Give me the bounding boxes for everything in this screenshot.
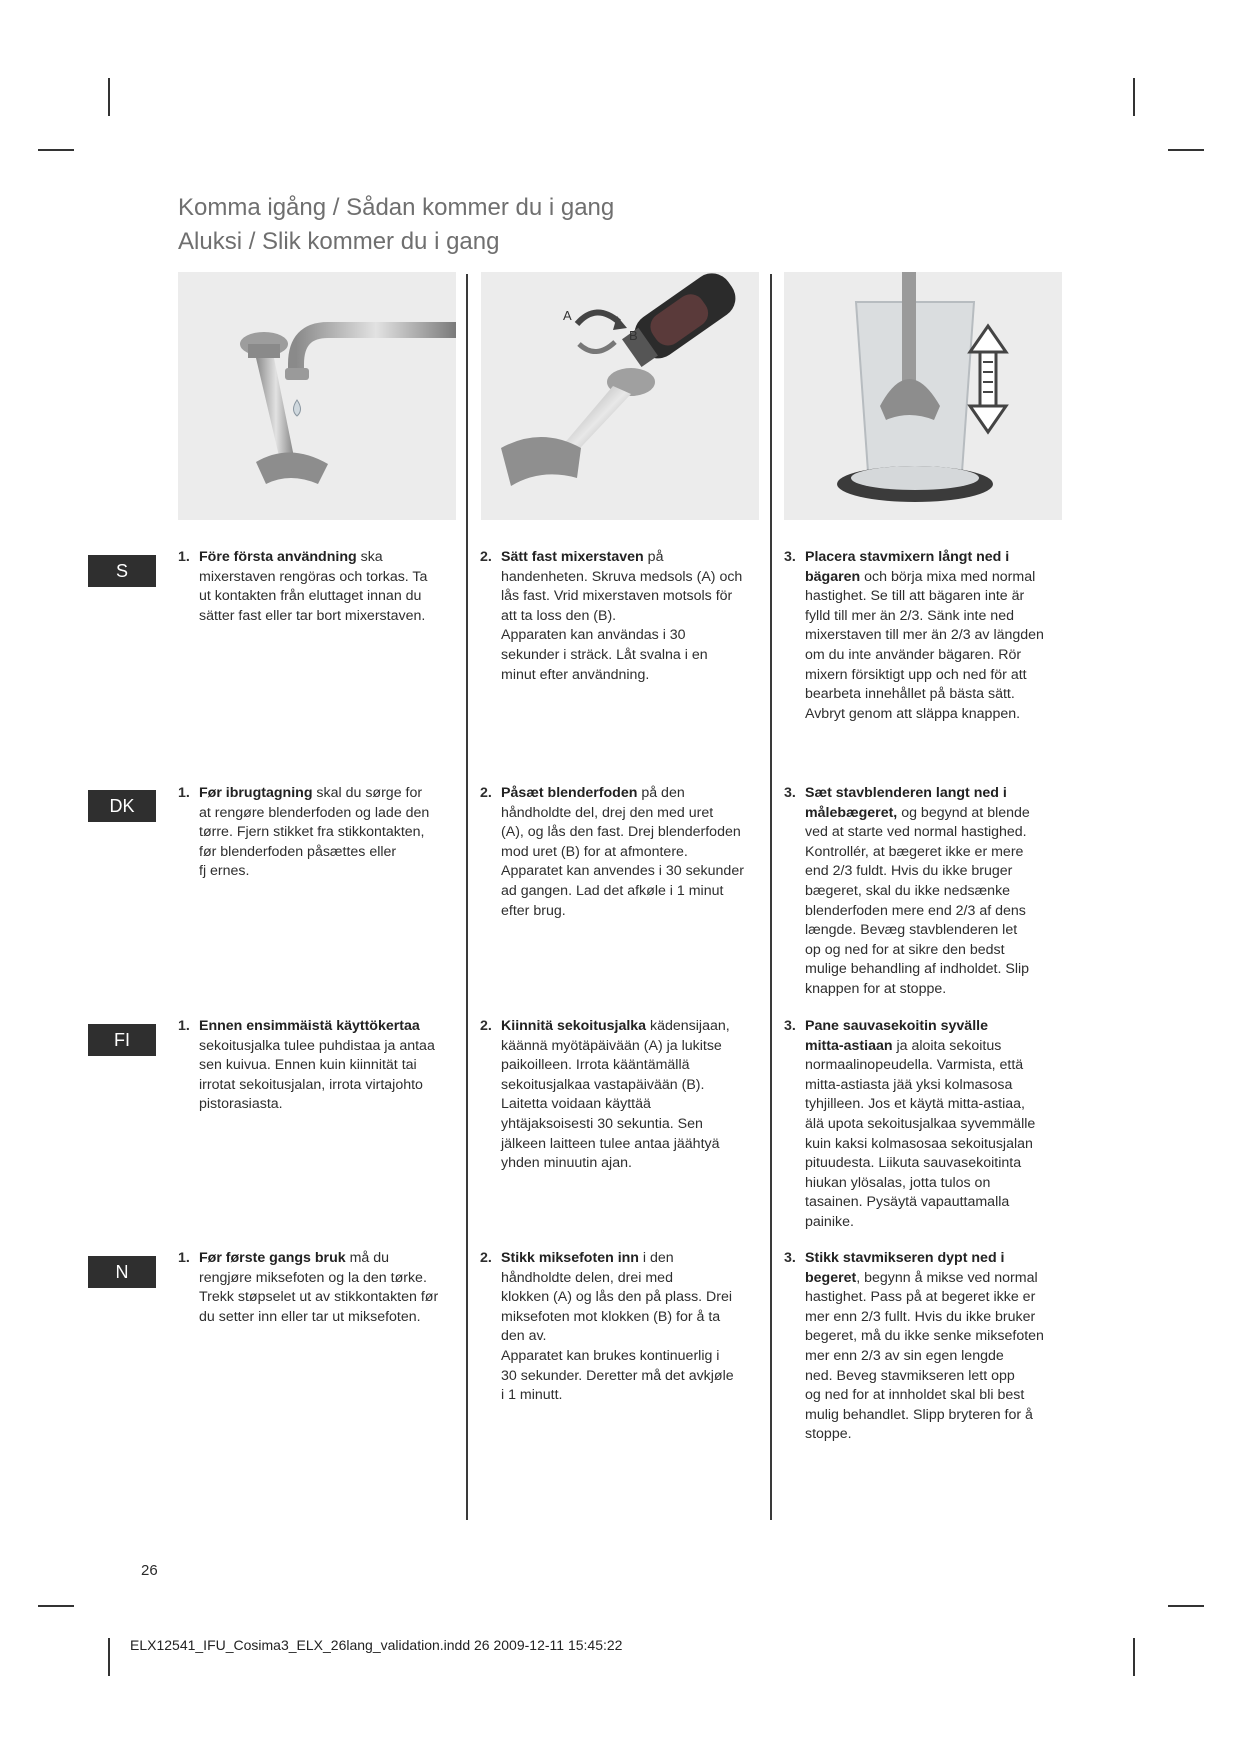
step-s-3 [784, 548, 1056, 724]
step-n-2 [480, 1249, 752, 1406]
step-n-1 [178, 1249, 450, 1327]
step-text: ja aloita sekoitus normaalinopeudella. Varmista, että mitta-astiasta jää yksi kolmasosa tyhjilleen. Jos et käytä mitta-astiaa, älä upota sekoitusjalkaa syvemmälle kuin kaksi kolmasosaa sekoitusjalan pituudesta. Liikuta sauvasekoitinta hiukan ylösalas, jotta tulos on tasainen. Pysäytä vapauttamalla painike. [805, 1037, 1036, 1230]
step-number: 1. [178, 785, 190, 801]
step-text: och börja mixa med normal hastighet. Se till att bägaren inte är fylld till mer än 2/3. Sänk inte ned mixerstaven till mer än 2/3 av längden om du inte använder bägaren. Rör mixern försiktigt upp och ned för att bearbeta innehållet på bästa sätt. Avbryt genom att släppa knappen. [805, 568, 1044, 722]
step-number: 2. [480, 785, 492, 801]
step-heading: Pane sauvasekoitin syvälle mitta-astiaan [805, 1018, 988, 1054]
illustration-attach-foot [481, 272, 759, 520]
step-text: , begynn å mikse ved normal hastighet. Pass på at begeret ikke er mer enn 2/3 fullt. Hvis du ikke bruker begeret, må du ikke senke miksefoten mer enn 2/3 av sin egen lengde ned. Beveg stavmikseren lett opp og ned for at innholdet skal bli best mulig behandlet. Slipp bryteren for å stoppe. [805, 1269, 1044, 1443]
crop-mark [1168, 149, 1204, 151]
step-text: skal du sørge for at rengøre blenderfoden og lade den tørre. Fjern stikket fra stikkontakten, før blenderfoden påsættes eller fj ernes. [199, 785, 430, 880]
language-badge-dk: DK [88, 790, 156, 822]
illustration-tap-rinse [178, 272, 456, 520]
step-text: sekoitusjalka tulee puhdistaa ja antaa sen kuivua. Ennen kuin kiinnität tai irrotat sekoitusjalan, irrota virtajohto pistorasiasta. [199, 1037, 435, 1113]
step-fi-3 [784, 1017, 1056, 1233]
label-b: B [629, 328, 638, 343]
page-title-line-2: Aluksi / Slik kommer du i gang [178, 228, 500, 255]
step-number: 2. [480, 549, 492, 565]
step-text: ska mixerstaven rengöras och torkas. Ta ut kontakten från eluttaget innan du sätter fast eller tar bort mixerstaven. [199, 549, 428, 624]
crop-mark [1133, 78, 1135, 116]
step-text: i den håndholdte delen, drei med klokken (A) og lås den på plass. Drei miksefoten mot klokken (B) for å ta den av. Apparatet kan brukes kontinuerlig i 30 sekunder. Deretter må det avkjøle i 1 minutt. [501, 1250, 734, 1404]
step-number: 3. [784, 1250, 796, 1266]
step-heading: Påsæt blenderfoden [501, 785, 638, 801]
step-s-2 [480, 548, 752, 685]
step-fi-1 [178, 1017, 450, 1115]
step-dk-1 [178, 784, 450, 882]
step-number: 3. [784, 549, 796, 565]
step-heading: Før første gangs bruk [199, 1250, 346, 1266]
step-heading: Sæt stavblenderen langt ned i målebægeret, [805, 785, 1007, 821]
step-heading: Sätt fast mixerstaven [501, 549, 644, 565]
step-heading: Stikk miksefoten inn [501, 1250, 639, 1266]
crop-mark [38, 149, 74, 151]
language-badge-fi: FI [88, 1024, 156, 1056]
step-dk-3 [784, 784, 1056, 1000]
crop-mark [108, 78, 110, 116]
language-badge-s: S [88, 555, 156, 587]
step-heading: Kiinnitä sekoitusjalka [501, 1018, 647, 1034]
page-title-line-1: Komma igång / Sådan kommer du i gang [178, 194, 615, 221]
step-fi-2 [480, 1017, 752, 1174]
step-n-3 [784, 1249, 1056, 1445]
step-heading: Ennen ensimmäistä käyttökertaa [199, 1018, 420, 1034]
print-footer: ELX12541_IFU_Cosima3_ELX_26lang_validation.indd 26 2009-12-11 15:45:22 [130, 1637, 623, 1653]
label-a: A [563, 308, 572, 323]
illustration-beaker [784, 272, 1062, 520]
tap-rinse-drawing [178, 272, 456, 520]
crop-mark [38, 1605, 74, 1607]
language-badge-n: N [88, 1256, 156, 1288]
step-heading: Före första användning [199, 549, 357, 565]
step-number: 2. [480, 1250, 492, 1266]
step-number: 1. [178, 1250, 190, 1266]
step-text: på den håndholdte del, drej den med uret (A), og lås den fast. Drej blenderfoden mod uret (B) for at afmontere. Apparatet kan anvendes i 30 sekunder ad gangen. Lad det afkøle i 1 minut efter brug. [501, 785, 744, 919]
step-number: 3. [784, 785, 796, 801]
crop-mark [108, 1638, 110, 1676]
beaker-drawing [784, 272, 1062, 520]
step-text: og begynd at blende ved at starte ved normal hastighed. Kontrollér, at bægeret ikke er mere end 2/3 fuldt. Hvis du ikke bruger bægeret, skal du ikke nedsænke blenderfoden mere end 2/3 af dens længde. Bevæg stavblenderen let op og ned for at sikre den bedst mulige behandling af indholdet. Slip knappen for at stoppe. [805, 804, 1030, 997]
step-s-1 [178, 548, 450, 626]
step-text: kädensijaan, käännä myötäpäivään (A) ja lukitse paikoilleen. Irrota kääntämällä sekoitusjalkaa vastapäivään (B). Laitetta voidaan käyttää yhtäjaksoisesti 30 sekuntia. Sen jälkeen laitteen tulee antaa jäähtyä yhden minuutin ajan. [501, 1018, 730, 1172]
step-heading: Før ibrugtagning [199, 785, 313, 801]
step-number: 1. [178, 549, 190, 565]
step-number: 1. [178, 1018, 190, 1034]
column-divider [466, 274, 468, 1520]
crop-mark [1168, 1605, 1204, 1607]
column-divider [770, 274, 772, 1520]
step-heading: Placera stavmixern långt ned i bägaren [805, 549, 1010, 585]
step-number: 3. [784, 1018, 796, 1034]
step-dk-2 [480, 784, 752, 921]
step-text: på handenheten. Skruva medsols (A) och lås fast. Vrid mixerstaven motsols för att ta loss den (B). Apparaten kan användas i 30 sekunder i sträck. Låt svalna i en minut efter användning. [501, 549, 743, 683]
step-number: 2. [480, 1018, 492, 1034]
crop-mark [1133, 1638, 1135, 1676]
step-text: må du rengjøre miksefoten og la den tørke. Trekk støpselet ut av stikkontakten før du setter inn eller tar ut miksefoten. [199, 1250, 439, 1325]
page-number: 26 [141, 1562, 158, 1579]
step-heading: Stikk stavmikseren dypt ned i begeret [805, 1250, 1005, 1286]
attach-foot-drawing [481, 272, 759, 520]
